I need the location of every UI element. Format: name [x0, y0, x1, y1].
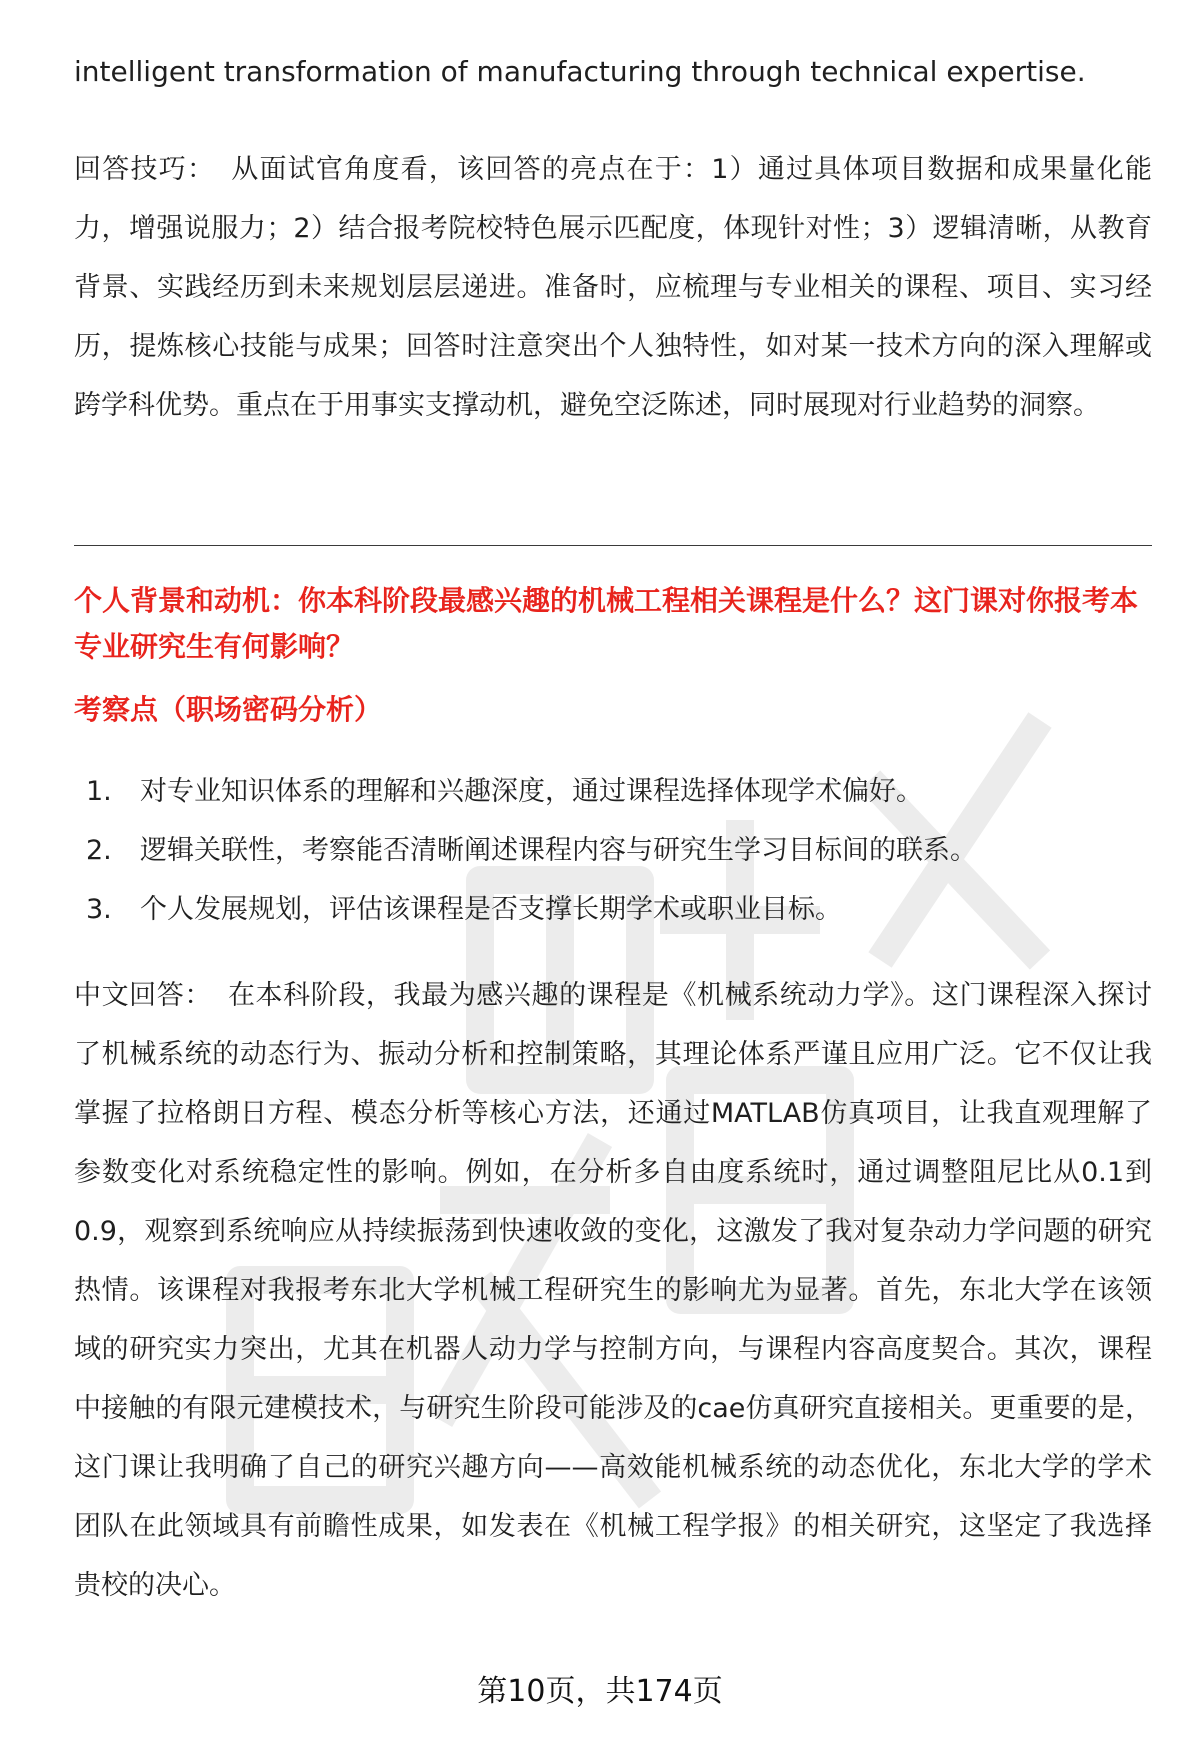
- page-number-footer: 第10页，共174页: [477, 1674, 723, 1709]
- chinese-answer-text: 在本科阶段，我最为感兴趣的课程是《机械系统动力学》。这门课程深入探讨了机械系统的动态行为、振动分析和控制策略，其理论体系严谨且应用广泛。它不仅让我掌握了拉格朗日方程、模态分析等核心方法，还通过MATLAB仿真项目，让我直观理解了参数变化对系统稳定性的影响。例如，在分析多自由度系统时，通过调整阻尼比从0.1到0.9，观察到系统响应从持续振荡到快速收敛的变化，这激发了我对复杂动力学问题的研究热情。该课程对我报考东北大学机械工程研究生的影响尤为显著。首先，东北大学在该领域的研究实力突出，尤其在机器人动力学与控制方向，与课程内容高度契合。其次，课程中接触的有限元建模技术，与研究生阶段可能涉及的cae仿真研究直接相关。更重要的是，这门课让我明确了自己的研究兴趣方向——高效能机械系统的动态优化，东北大学的学术团队在此领域具有前瞻性成果，如发表在《机械工程学报》的相关研究，这坚定了我选择贵校的决心。: [74, 980, 1153, 1601]
- answer-tips-label: 回答技巧：: [74, 154, 216, 185]
- assessment-points-list: [74, 762, 1152, 939]
- section-divider: [74, 545, 1152, 546]
- list-text: 对专业知识体系的理解和兴趣深度，通过课程选择体现学术偏好。: [140, 776, 923, 807]
- answer-tips-text: 从面试官角度看，该回答的亮点在于：1）通过具体项目数据和成果量化能力，增强说服力；2）结合报考院校特色展示匹配度，体现针对性；3）逻辑清晰，从教育背景、实践经历到未来规划层层递进。准备时，应梳理与专业相关的课程、项目、实习经历，提炼核心技能与成果；回答时注意突出个人独特性，如对某一技术方向的深入理解或跨学科优势。重点在于用事实支撑动机，避免空泛陈述，同时展现对行业趋势的洞察。: [74, 154, 1153, 421]
- list-item: [74, 880, 1152, 939]
- list-item: [74, 821, 1152, 880]
- chinese-answer-label: 中文回答：: [74, 980, 212, 1011]
- continued-text-line: intelligent transformation of manufacturing through technical expertise.: [74, 55, 1086, 88]
- list-text: 个人发展规划，评估该课程是否支撑长期学术或职业目标。: [140, 894, 842, 925]
- chinese-answer-section: [74, 966, 1152, 1615]
- list-text: 逻辑关联性，考察能否清晰阐述课程内容与研究生学习目标间的联系。: [140, 835, 977, 866]
- question-title: 个人背景和动机：你本科阶段最感兴趣的机械工程相关课程是什么？这门课对你报考本专业研究生有何影响？: [74, 584, 1139, 663]
- list-number: 3.: [86, 894, 112, 925]
- chinese-answer-paragraph: [74, 966, 1152, 1615]
- assessment-points-heading: 考察点（职场密码分析）: [74, 693, 383, 726]
- list-item: [74, 762, 1152, 821]
- answer-tips-paragraph: [74, 140, 1152, 435]
- list-number: 1.: [86, 776, 112, 807]
- answer-tips-section: [74, 140, 1152, 435]
- list-number: 2.: [86, 835, 112, 866]
